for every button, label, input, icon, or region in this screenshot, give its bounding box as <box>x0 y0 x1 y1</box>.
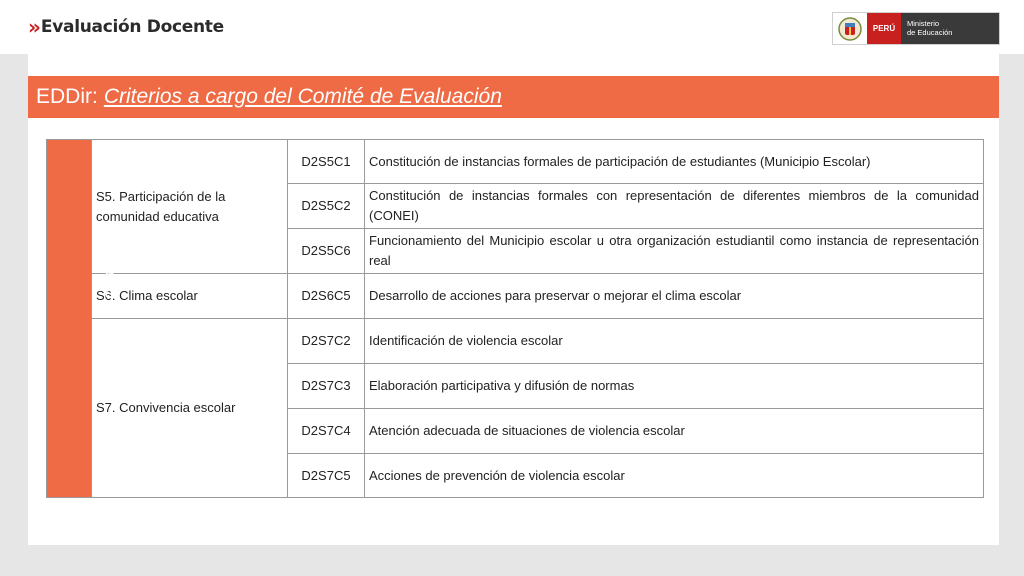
criterion-description: Acciones de prevención de violencia escolar <box>365 454 984 498</box>
criterion-code: D2S7C3 <box>288 364 365 409</box>
standard-s7: S7. Convivencia escolar <box>92 319 288 498</box>
criterion-description: Constitución de instancias formales de participación de estudiantes (Municipio Escolar) <box>365 140 984 184</box>
criterion-code: D2S5C6 <box>288 229 365 274</box>
table-row <box>47 274 984 319</box>
title-subtitle: Criterios a cargo del Comité de Evaluación <box>103 85 502 108</box>
standard-s5: S5. Participación de la comunidad educativa <box>92 140 288 274</box>
coat-of-arms-icon <box>833 13 867 44</box>
criterion-description: Identificación de violencia escolar <box>365 319 984 364</box>
ministry-line-2: de Educación <box>907 28 953 37</box>
standard-s6: S6. Clima escolar <box>92 274 288 319</box>
brand-title: Evaluación Docente <box>40 17 224 37</box>
ministry-line-1: Ministerio <box>907 19 940 28</box>
criterion-code: D2S7C2 <box>288 319 365 364</box>
criterion-description: Desarrollo de acciones para preservar o mejorar el clima escolar <box>365 274 984 319</box>
criterion-code: D2S7C4 <box>288 409 365 454</box>
criteria-table <box>46 139 984 498</box>
brand-logo <box>28 14 224 40</box>
peru-label: PERÚ <box>867 13 901 44</box>
slide-title-banner <box>28 76 999 118</box>
title-prefix: EDDir: <box>36 85 98 108</box>
criterion-code: D2S5C1 <box>288 140 365 184</box>
ministry-logo <box>832 12 1000 45</box>
category-cell <box>47 140 118 498</box>
criterion-description: Atención adecuada de situaciones de violencia escolar <box>365 409 984 454</box>
brand-chevron-icon: » <box>28 15 37 39</box>
slide-panel <box>28 54 999 545</box>
ministry-name <box>901 13 999 44</box>
table-row <box>47 140 984 184</box>
criterion-description: Constitución de instancias formales con representación de diferentes miembros de la comunidad (CONEI) <box>365 184 984 229</box>
criterion-code: D2S6C5 <box>288 274 365 319</box>
criterion-description: Elaboración participativa y difusión de normas <box>365 364 984 409</box>
criterion-code: D2S5C2 <box>288 184 365 229</box>
category-label: Cultura escolar <box>100 260 118 377</box>
top-bar <box>0 0 1024 54</box>
criterion-description: Funcionamiento del Municipio escolar u otra organización estudiantil como instancia de representación real <box>365 229 984 274</box>
criterion-code: D2S7C5 <box>288 454 365 498</box>
table-row <box>47 319 984 364</box>
